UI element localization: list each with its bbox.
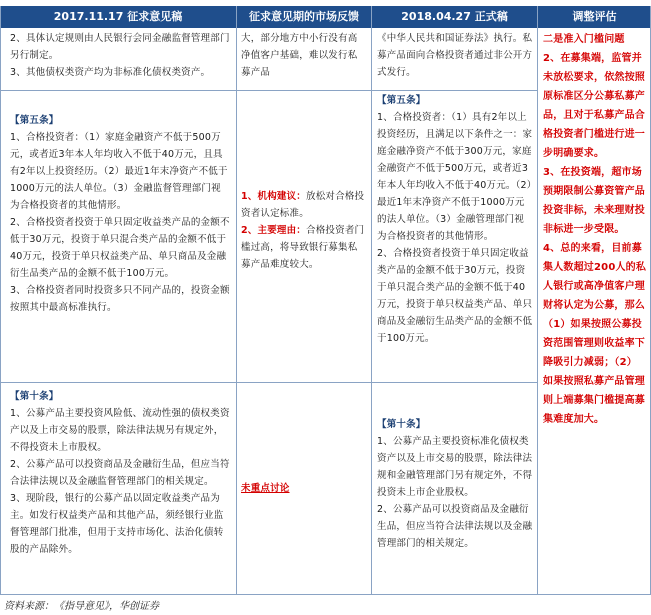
- assessment-item: 3、在投资端，超市场预期限制公募资管产品投资非标，未来理财投非标进一步受限。: [543, 167, 645, 235]
- feedback-reason-text: 合格投资者门槛过高，将导致银行募集私募产品难度较大。: [241, 225, 365, 270]
- row2-feedback-cell: [241, 188, 367, 298]
- row2-draft-item: 1、合格投资者：（1）家庭金融资产不低于500万元，或者近3年本人年均收入不低于40万元，且具有2年以上投资经历。（2）最近1年末净资产不低于1000万元的法人单位。（3）金融监督管理部门视为合格投资者的其他情形。: [10, 132, 228, 211]
- article-5-heading: 【第五条】: [10, 115, 59, 126]
- header-col-assessment: 调整评估: [538, 6, 651, 28]
- row1-final-cell: [377, 30, 533, 88]
- row3-draft-item: 3、现阶段，银行的公募产品以固定收益类产品为主。如发行权益类产品和其他产品，须经银行业监督管理部门批准，但用于支持市场化、法治化债转股的产品除外。: [10, 493, 224, 555]
- article-10-heading: 【第十条】: [377, 419, 426, 430]
- feedback-suggestion: [241, 188, 367, 222]
- source-note: 资料来源：《指导意见》，华创证券: [4, 601, 159, 612]
- row2-final-item: 2、合格投资者投资于单只固定收益类产品的金额不低于30万元，投资于单只混合类产品的金额不低于40万元，投资于单只权益类产品、单只商品及金融衍生品类产品的金额不低于100万元。: [377, 248, 533, 344]
- grid-line: [0, 6, 1, 594]
- grid-line: [0, 594, 651, 595]
- feedback-reason-label: 2、主要理由：: [241, 225, 307, 236]
- row3-final-item: 1、公募产品主要投资标准化债权类资产以及上市交易的股票，除法律法规和金融管理部门另有规定外，不得投资未上市企业股权。: [377, 436, 533, 498]
- grid-line: [537, 6, 538, 594]
- row3-draft-cell: [10, 388, 230, 592]
- assessment-item: 二是准入门槛问题: [543, 34, 625, 45]
- grid-line: [236, 6, 237, 594]
- row2-final-cell: [377, 92, 533, 380]
- feedback-suggestion-text: 放松对合格投资者认定标准。: [241, 191, 365, 219]
- row3-feedback-cell: [241, 480, 367, 500]
- header-col-final: 2018.04.27 正式稿: [372, 6, 537, 28]
- row2-draft-item: 3、合格投资者同时投资多只不同产品的，投资金额按照其中最高标准执行。: [10, 285, 230, 313]
- header-col-feedback: 征求意见期的市场反馈: [237, 6, 371, 28]
- row1-draft-item: 3、其他债权类资产均为非标准化债权类资产。: [10, 67, 211, 78]
- row2-draft-cell: [10, 112, 230, 380]
- row3-final-item: 2、公募产品可以投资商品及金融衍生品，但应当符合法律法规以及金融管理部门的相关规定。: [377, 504, 533, 549]
- row1-final-text: 《中华人民共和国证券法》执行。私募产品面向合格投资者通过非公开方式发行。: [377, 33, 533, 78]
- row3-draft-item: 2、公募产品可以投资商品及金融衍生品，但应当符合法律法规以及金融监督管理部门的相关规定。: [10, 459, 230, 487]
- row2-final-item: 1、合格投资者：（1）具有2年以上投资经历，且满足以下条件之一：家庭金融净资产不低于300万元，家庭金融资产不低于500万元，或者近3年本人年均收入不低于40万元。（2）最近1年末净资产不低于1000万元的法人单位。（3）金融管理部门视为合格投资者的其他情形。: [377, 112, 533, 242]
- assessment-item: 2、在募集端，监管并未放松要求，依然按照原标准区分公募私募产品，且对于私募产品合格投资者门槛进行进一步明确要求。: [543, 53, 645, 159]
- assessment-item: 4、总的来看，目前募集人数超过200人的私人银行或高净值客户理财将认定为公募，那么（1）如果按照公募投资范围管理则收益率下降吸引力减弱；（2）如果按照私募产品管理则上端募集门槛提高募集难度加大。: [543, 243, 647, 425]
- grid-line: [0, 90, 537, 91]
- article-5-heading: 【第五条】: [377, 95, 426, 106]
- grid-line: [371, 6, 372, 594]
- row3-draft-item: 1、公募产品主要投资风险低、流动性强的债权类资产以及上市交易的股票，除法律法规另有规定外，不得投资未上市股权。: [10, 408, 230, 453]
- row1-draft-cell: [10, 30, 230, 88]
- assessment-cell: [543, 30, 647, 592]
- grid-line: [0, 382, 537, 383]
- header-col-draft: 2017.11.17 征求意见稿: [0, 6, 236, 28]
- row2-draft-item: 2、合格投资者投资于单只固定收益类产品的金额不低于30万元，投资于单只混合类产品的金额不低于40万元，投资于单只权益类产品、单只商品及金融衍生品类产品的金额不低于100万元。: [10, 217, 230, 279]
- row1-draft-item: 2、具体认定规则由人民银行会同金融监督管理部门另行制定。: [10, 33, 230, 61]
- row1-feedback-cell: [241, 30, 367, 88]
- article-10-heading: 【第十条】: [10, 391, 59, 402]
- row1-feedback-text: 大，部分地方中小行没有高净值客户基础，难以发行私募产品: [241, 33, 358, 78]
- feedback-suggestion-label: 1、机构建议：: [241, 191, 307, 202]
- row3-final-cell: [377, 416, 533, 592]
- not-discussed-text: 未重点讨论: [241, 483, 290, 494]
- feedback-reason: [241, 222, 367, 273]
